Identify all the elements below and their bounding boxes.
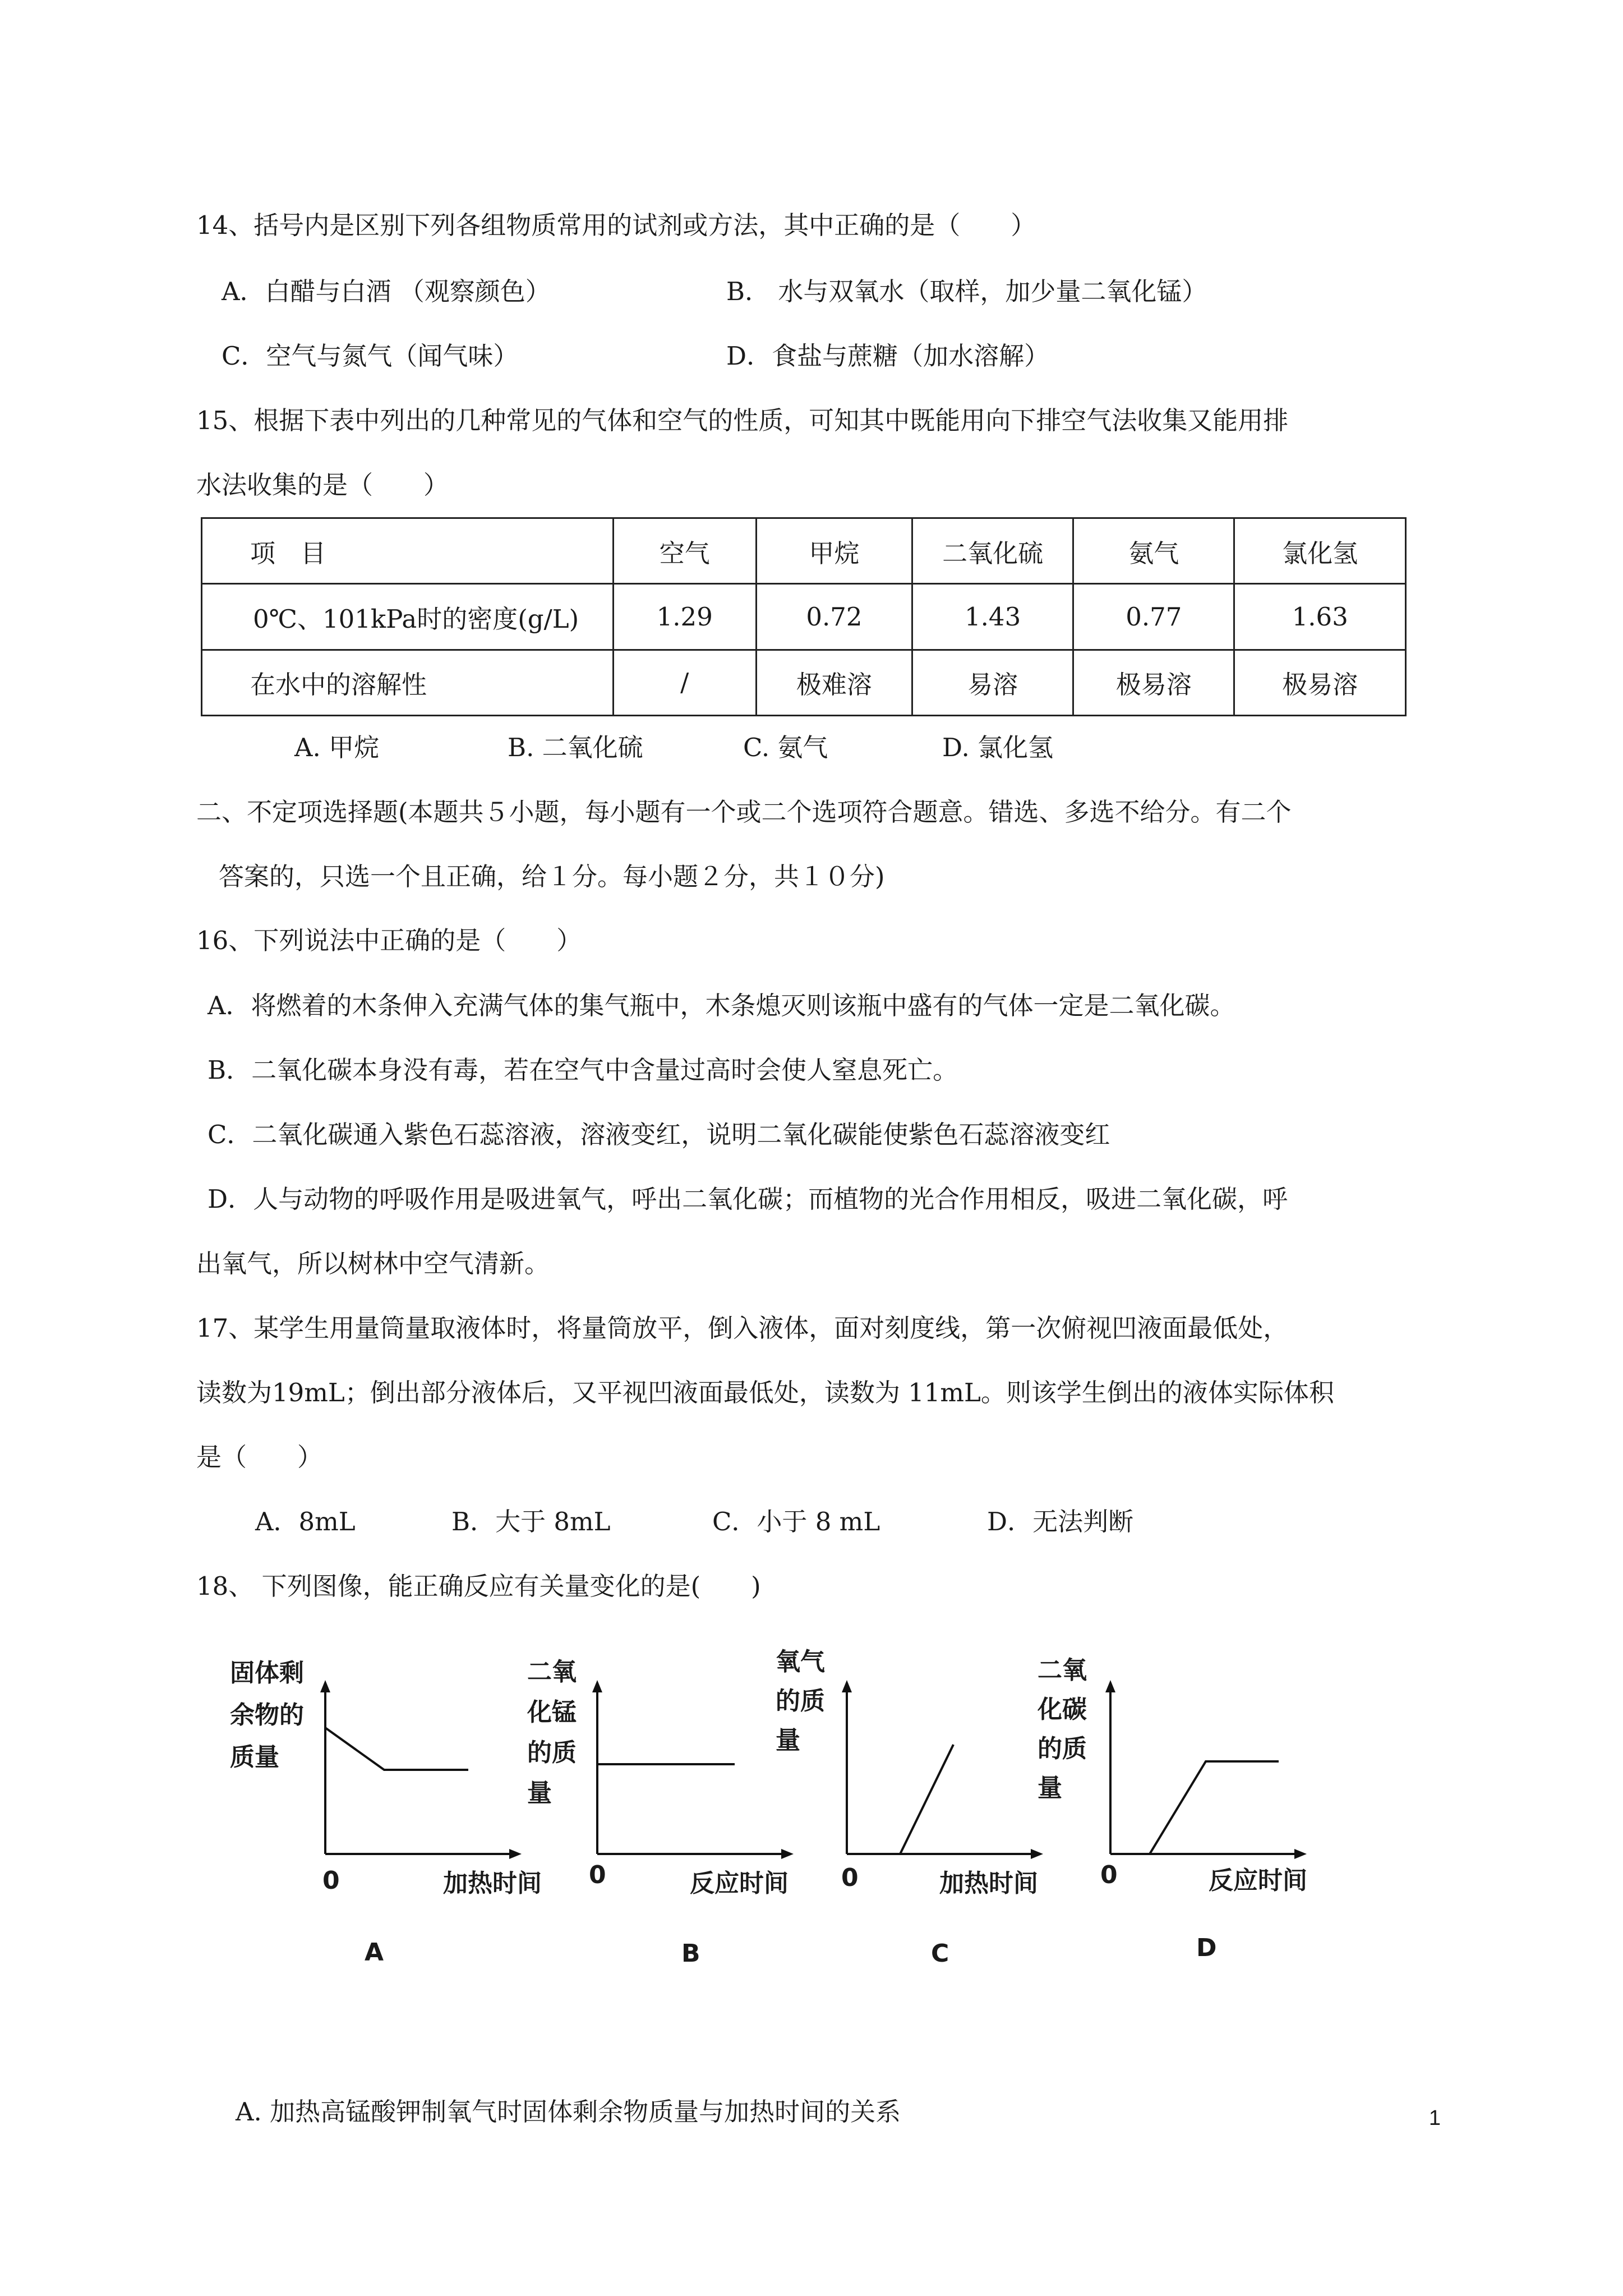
- graph-a-letter: A: [365, 1938, 384, 1967]
- graph-d-ylabel-1: 二氧: [1038, 1656, 1087, 1685]
- table-cell: 空气: [613, 518, 756, 584]
- graph-b-xlabel: 反应时间: [690, 1869, 789, 1898]
- table-row-density: [202, 584, 1406, 650]
- table-header-row: [202, 518, 1406, 584]
- table-cell: 1.43: [912, 584, 1073, 650]
- q15-stem-line1: 15、根据下表中列出的几种常见的气体和空气的性质，可知其中既能用向下排空气法收集又能用排: [196, 406, 1289, 435]
- graph-d-y-arrow: [1105, 1680, 1115, 1692]
- table-cell: 0.72: [756, 584, 912, 650]
- graph-a-ylabel-1: 固体剩: [230, 1659, 304, 1687]
- graph-c-ylabel-3: 量: [776, 1726, 800, 1755]
- graph-a-xlabel: 加热时间: [443, 1869, 542, 1898]
- q14-option-b: B． 水与双氧水（取样，加少量二氧化锰）: [726, 277, 1207, 306]
- table-cell: 在水中的溶解性: [202, 650, 614, 715]
- graph-b-origin: 0: [589, 1861, 606, 1889]
- gas-properties-table: [201, 517, 1407, 716]
- q16-option-d-line1: D．人与动物的呼吸作用是吸进氧气，呼出二氧化碳；而植物的光合作用相反，吸进二氧化碳，呼: [208, 1184, 1288, 1214]
- graph-b-ylabel-2: 化锰: [527, 1698, 577, 1727]
- table-cell: 极易溶: [1234, 650, 1406, 715]
- graph-b-letter: B: [681, 1939, 700, 1968]
- graph-d-curve: [1150, 1761, 1279, 1854]
- graph-a-ylabel-3: 质量: [230, 1743, 279, 1772]
- graph-b-ylabel-3: 的质: [527, 1738, 577, 1767]
- q17-option-b: B．大于 8mL: [451, 1507, 611, 1536]
- table-cell: 项 目: [202, 518, 614, 584]
- table-cell: 0℃、101kPa时的密度(g/L): [202, 584, 614, 650]
- graph-c-letter: C: [931, 1939, 949, 1968]
- graph-a-x-arrow: [509, 1849, 522, 1859]
- q18-option-a: A. 加热高锰酸钾制氧气时固体剩余物质量与加热时间的关系: [236, 2097, 901, 2127]
- graph-b-ylabel-1: 二氧: [527, 1658, 577, 1686]
- graph-a-y-arrow: [320, 1680, 330, 1692]
- graph-a-plot: [314, 1680, 527, 1862]
- q17-stem-line2: 读数为19mL；倒出部分液体后，又平视凹液面最低处，读数为 11mL。则该学生倒出的液体实际体积: [196, 1378, 1334, 1407]
- q15-option-d: D. 氯化氢: [942, 733, 1054, 762]
- graph-d-ylabel-2: 化碳: [1038, 1695, 1087, 1724]
- graph-b-plot: [586, 1680, 799, 1862]
- q15-option-b: B. 二氧化硫: [508, 733, 643, 762]
- graph-d-xlabel: 反应时间: [1209, 1866, 1307, 1895]
- q17-option-a: A．8mL: [255, 1507, 356, 1536]
- graph-c-plot: [836, 1680, 1049, 1862]
- graph-c-ylabel-1: 氧气: [776, 1648, 825, 1676]
- table-cell: 1.63: [1234, 584, 1406, 650]
- graph-a-curve: [325, 1728, 468, 1770]
- q14-stem: 14、括号内是区别下列各组物质常用的试剂或方法，其中正确的是（ ）: [196, 210, 1036, 240]
- table-cell: 极难溶: [756, 650, 912, 715]
- graph-d-ylabel-4: 量: [1038, 1774, 1062, 1802]
- q15-option-c: C. 氨气: [743, 733, 828, 762]
- q14-option-a: A．白醋与白酒 （观察颜色）: [222, 277, 551, 306]
- q15-stem-line2: 水法收集的是（ ）: [196, 470, 449, 500]
- q16-option-a: A．将燃着的木条伸入充满气体的集气瓶中，木条熄灭则该瓶中盛有的气体一定是二氧化碳。: [208, 991, 1235, 1020]
- q17-option-d: D．无法判断: [987, 1507, 1134, 1536]
- q16-stem: 16、下列说法中正确的是（ ）: [196, 926, 582, 955]
- table-cell: 极易溶: [1073, 650, 1234, 715]
- graph-c-ylabel-2: 的质: [776, 1687, 825, 1715]
- graph-d-ylabel-3: 的质: [1038, 1734, 1087, 1763]
- graph-b-ylabel-4: 量: [527, 1779, 552, 1807]
- graph-c-y-arrow: [842, 1680, 852, 1692]
- table-cell: 甲烷: [756, 518, 912, 584]
- table-row-solubility: [202, 650, 1406, 715]
- section2-line2: 答案的，只选一个且正确，给１分。每小题２分，共１０分): [219, 862, 885, 891]
- q16-option-d-line2: 出氧气，所以树林中空气清新。: [196, 1249, 550, 1278]
- q16-option-b: B．二氧化碳本身没有毒，若在空气中含量过高时会使人窒息死亡。: [208, 1055, 958, 1085]
- table-cell: 二氧化硫: [912, 518, 1073, 584]
- q17-stem-line1: 17、某学生用量筒量取液体时，将量筒放平，倒入液体，面对刻度线，第一次俯视凹液面最低处，: [196, 1313, 1289, 1343]
- table-cell: 氯化氢: [1234, 518, 1406, 584]
- graph-d-letter: D: [1196, 1934, 1217, 1962]
- graph-c-x-arrow: [1031, 1849, 1043, 1859]
- q17-stem-line3: 是（ ）: [196, 1442, 323, 1472]
- graph-a-ylabel-2: 余物的: [230, 1701, 304, 1729]
- graph-d-x-arrow: [1294, 1849, 1307, 1859]
- page-number: 1: [1428, 2106, 1441, 2130]
- graph-d-plot: [1099, 1680, 1312, 1862]
- table-cell: /: [613, 650, 756, 715]
- table-cell: 1.29: [613, 584, 756, 650]
- graph-b-y-arrow: [592, 1680, 602, 1692]
- q14-option-d: D．食盐与蔗糖（加水溶解）: [726, 341, 1050, 371]
- q15-option-a: A. 甲烷: [294, 733, 380, 762]
- table-cell: 氨气: [1073, 518, 1234, 584]
- q18-stem: 18、 下列图像，能正确反应有关量变化的是( ): [196, 1571, 761, 1601]
- q17-option-c: C．小于 8 mL: [712, 1507, 880, 1536]
- graph-c-origin: 0: [841, 1864, 859, 1892]
- table-cell: 易溶: [912, 650, 1073, 715]
- table-cell: 0.77: [1073, 584, 1234, 650]
- q16-option-c: C．二氧化碳通入紫色石蕊溶液，溶液变红，说明二氧化碳能使紫色石蕊溶液变红: [208, 1120, 1110, 1149]
- graph-d-origin: 0: [1100, 1861, 1118, 1889]
- graph-c-curve: [900, 1745, 953, 1854]
- section2-line1: 二、不定项选择题(本题共５小题，每小题有一个或二个选项符合题意。错选、多选不给分。有二个: [196, 797, 1292, 827]
- graph-c-xlabel: 加热时间: [939, 1869, 1038, 1898]
- graph-b-x-arrow: [781, 1849, 794, 1859]
- graph-a-origin: 0: [322, 1866, 340, 1895]
- q14-option-c: C．空气与氮气（闻气味）: [222, 341, 519, 371]
